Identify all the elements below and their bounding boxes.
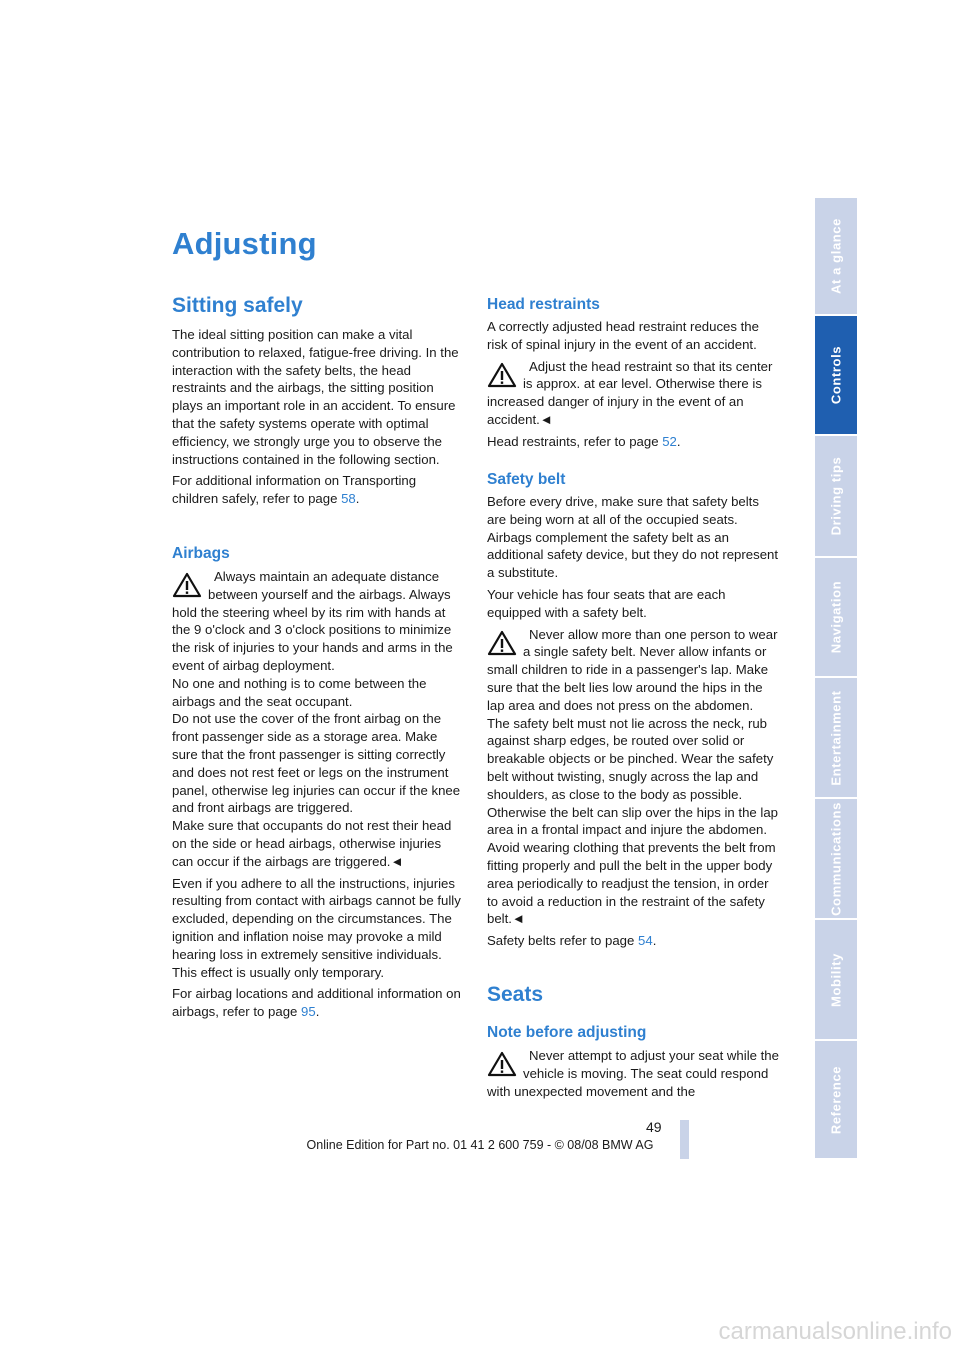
tab-label: Navigation bbox=[828, 580, 844, 654]
footer-edition-note: Online Edition for Part no. 01 41 2 600 759 - © 08/08 BMW AG bbox=[306, 1138, 654, 1152]
sitting-safely-body bbox=[172, 326, 464, 508]
tab-label: Driving tips bbox=[828, 456, 844, 536]
page-title: Adjusting bbox=[172, 226, 317, 261]
safety-belt-body bbox=[487, 493, 779, 950]
warning-text: Always maintain an adequate distance between yourself and the airbags. Always hold the steering wheel by its rim with hands at the 9 o'clock and 3 o'clock positions to minimize the risk of injuries to your hands and arms in the event of airbag deployment. bbox=[172, 569, 453, 673]
paragraph: A correctly adjusted head restraint reduces the risk of spinal injury in the event of an accident. bbox=[487, 319, 759, 352]
paragraph: Your vehicle has four seats that are each equipped with a safety belt. bbox=[487, 586, 726, 620]
paragraph: Even if you adhere to all the instructions, injuries resulting from contact with airbags cannot be fully excluded, depending on the circumstances. The ignition and inflation noise may provoke a mild hearing loss in extremely sensitive individuals. This effect is usually only temporary. bbox=[172, 875, 461, 980]
tab-navigation[interactable] bbox=[815, 558, 857, 678]
paragraph-reference: Head restraints, refer to page 52. bbox=[487, 433, 681, 449]
tab-controls[interactable] bbox=[815, 316, 857, 436]
note-before-adjusting-body bbox=[487, 1047, 779, 1100]
airbags-body bbox=[172, 568, 464, 1021]
warning-triangle-icon bbox=[487, 630, 517, 656]
tab-label: Controls bbox=[828, 345, 844, 405]
tab-label: At a glance bbox=[828, 218, 844, 294]
paragraph-reference: For airbag locations and additional information on airbags, refer to page 95. bbox=[172, 986, 461, 1020]
tab-mobility[interactable] bbox=[815, 920, 857, 1041]
warning-triangle-icon bbox=[172, 572, 202, 598]
paragraph-reference: Safety belts refer to page 54. bbox=[487, 933, 657, 949]
warning-block bbox=[487, 358, 779, 429]
tab-label: Reference bbox=[828, 1065, 844, 1134]
head-restraints-body bbox=[487, 318, 779, 451]
tab-communications[interactable] bbox=[815, 799, 857, 920]
warning-triangle-icon bbox=[487, 1051, 517, 1077]
warning-text: Do not use the cover of the front airbag on the front passenger side as a storage area. Make sure that the front passenger is sitting correctly and does not rest feet or legs on the instrument panel, otherwise leg injuries can occur if the knee and front airbags are triggered. bbox=[172, 711, 461, 816]
paragraph: Before every drive, make sure that safety belts are being worn at all of the occupied seats. Airbags complement the safety belt as an additional safety device, but they do not represent a substitute. bbox=[487, 494, 779, 581]
warning-triangle-icon bbox=[487, 362, 517, 388]
watermark: carmanualsonline.info bbox=[718, 1318, 952, 1345]
tab-label: Mobility bbox=[828, 952, 844, 1007]
warning-text: Adjust the head restraint so that its center is approx. at ear level. Otherwise there is increased danger of injury in the event of an accident.◄ bbox=[487, 358, 773, 427]
page-link-95[interactable]: 95 bbox=[301, 1004, 316, 1020]
section-heading-seats: Seats bbox=[487, 983, 544, 1006]
subheading-head-restraints: Head restraints bbox=[487, 296, 600, 313]
page-number: 49 bbox=[646, 1119, 662, 1135]
tab-at-a-glance[interactable] bbox=[815, 198, 857, 316]
subheading-note-before-adjusting: Note before adjusting bbox=[487, 1024, 647, 1041]
page-link-58[interactable]: 58 bbox=[341, 491, 356, 507]
paragraph: The ideal sitting position can make a vital contribution to relaxed, fatigue-free driving. In the interaction with the safety belts, the head restraints and the airbags, the sitting position plays an important role in an accident. To ensure that the safety systems operate with optimal efficiency, we strongly urge you to observe the instructions contained in the following section. bbox=[172, 327, 459, 467]
warning-text: No one and nothing is to come between the airbags and the seat occupant. bbox=[172, 675, 427, 709]
subheading-airbags: Airbags bbox=[172, 545, 230, 562]
warning-block bbox=[487, 626, 779, 929]
warning-text: Never attempt to adjust your seat while the vehicle is moving. The seat could respond with unexpected movement and the bbox=[487, 1048, 779, 1099]
tab-driving-tips[interactable] bbox=[815, 436, 857, 558]
paragraph-reference: For additional information on Transporting children safely, refer to page 58. bbox=[172, 473, 417, 507]
subheading-safety-belt: Safety belt bbox=[487, 471, 566, 488]
page-link-54[interactable]: 54 bbox=[638, 933, 653, 949]
page-link-52[interactable]: 52 bbox=[662, 433, 677, 449]
chapter-tabs bbox=[815, 198, 857, 1160]
warning-text: Make sure that occupants do not rest their head on the side or head airbags, otherwise injuries can occur if the airbags are triggered.◄ bbox=[172, 818, 452, 869]
tab-label: Entertainment bbox=[828, 689, 844, 786]
section-heading-sitting-safely: Sitting safely bbox=[172, 294, 303, 317]
tab-entertainment[interactable] bbox=[815, 678, 857, 799]
warning-text: Never allow more than one person to wear a single safety belt. Never allow infants or small children to ride in a passenger's lap. Make sure that the belt lies low around the hips in the lap area and does not press on the abdomen. The safety belt must not lie across the neck, rub against sharp edges, be routed over solid or breakable objects or be pinched. Wear the safety belt without twisting, snugly across the lap and shoulders, as close to the body as possible. Otherwise the belt can slip over the hips in the lap area in a frontal impact and injure the abdomen. Avoid wearing clothing that prevents the belt from fitting properly and pull the belt in the upper body area periodically to readjust the tension, in order to avoid a reduction in the restraint of the safety belt.◄ bbox=[487, 626, 779, 927]
tab-label: Communications bbox=[828, 801, 844, 916]
